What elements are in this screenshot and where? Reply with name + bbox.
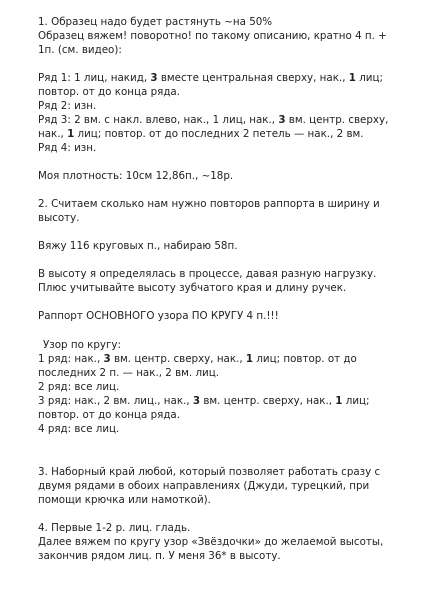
density-text: Моя плотность: 10см 12,86п., ~18р. (38, 170, 234, 182)
step4-line: 4. Первые 1-2 р. лиц. гладь. (38, 522, 191, 534)
row1-line: Ряд 1: 1 лиц, накид, 3 вместе центральная сверху, нак., 1 лиц; (38, 72, 383, 84)
circ-row1-line: 1 ряд: нак., 3 вм. центр. сверху, нак., 1 лиц; повтор. от до (38, 353, 357, 365)
rapport-note: Раппорт ОСНОВНОГО узора ПО КРУГУ 4 п.!!! (38, 310, 279, 322)
step3-line: 3. Наборный край любой, который позволяет работать сразу с (38, 466, 381, 478)
step2-title: 2. Считаем сколько нам нужно повторов раппорта в ширину и (38, 198, 380, 210)
height-note-line: В высоту я определялась в процессе, давая разную нагрузку. (38, 268, 377, 280)
step3-line: помощи крючка или намоткой). (38, 494, 211, 506)
circ-row2-line: 2 ряд: все лиц. (38, 381, 120, 393)
row3-line-cont: нак., 1 лиц; повтор. от до последних 2 петель — нак., 2 вм. (38, 128, 364, 140)
step4-line: закончив рядом лиц. п. У меня 36* в высоту. (38, 550, 281, 562)
step1-text-line: Образец вяжем! поворотно! по такому описанию, кратно 4 п. + (38, 30, 387, 42)
step1-text-line: 1п. (см. видео): (38, 44, 122, 56)
height-note-line: Плюс учитывайте высоту зубчатого края и длину ручек. (38, 282, 347, 294)
step1-title: 1. Образец надо будет растянуть ~на 50% (38, 16, 273, 28)
step2-title-cont: высоту. (38, 212, 80, 224)
circ-row4-line: 4 ряд: все лиц. (38, 423, 120, 435)
circ-row3-line: 3 ряд: нак., 2 вм. лиц., нак., 3 вм. центр. сверху, нак., 1 лиц; (38, 395, 370, 407)
circ-row3-line-cont: повтор. от до конца ряда. (38, 409, 181, 421)
circular-pattern-title: Узор по кругу: (43, 339, 121, 351)
cast-on-text: Вяжу 116 круговых п., набираю 58п. (38, 240, 238, 252)
row2-line: Ряд 2: изн. (38, 100, 97, 112)
row1-line-cont: повтор. от до конца ряда. (38, 86, 181, 98)
row4-line: Ряд 4: изн. (38, 142, 97, 154)
step3-line: двумя рядами в обоих направлениях (Джуди, турецкий, при (38, 480, 370, 492)
row3-line: Ряд 3: 2 вм. с накл. влево, нак., 1 лиц, нак., 3 вм. центр. сверху, (38, 114, 389, 126)
circ-row1-line-cont: последних 2 п. — нак., 2 вм. лиц. (38, 367, 220, 379)
step4-line: Далее вяжем по кругу узор «Звёздочки» до желаемой высоты, (38, 536, 384, 548)
